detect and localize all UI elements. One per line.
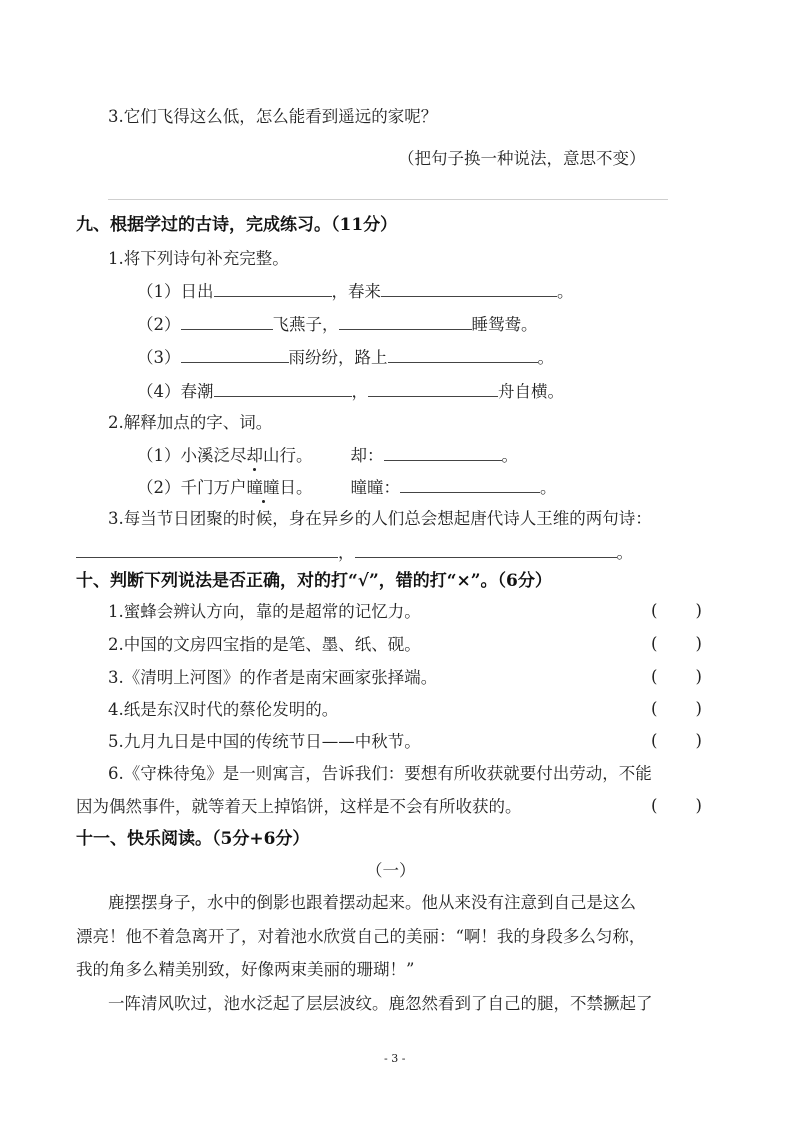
explain-line-1: （1）小溪泛尽却山行。 却： 。 (137, 446, 518, 465)
answer-paren[interactable]: ( ) (651, 601, 702, 620)
answer-paren[interactable]: ( ) (651, 796, 702, 815)
reading-paragraph-line: 鹿摆摆身子，水中的倒影也跟着摆动起来。他从来没有注意到自己是这么 (108, 893, 636, 912)
judge-item: 3.《清明上河图》的作者是南宋画家张择端。 (108, 668, 438, 687)
question-instruction: （把句子换一种说法，意思不变） (398, 149, 646, 168)
fill-blank[interactable] (368, 380, 498, 397)
answer-paren[interactable]: ( ) (651, 634, 702, 653)
poem-answer-line: ， 。 (76, 541, 633, 564)
judge-item: 4.纸是东汉时代的蔡伦发明的。 (108, 700, 339, 719)
reading-paragraph-line: 一阵清风吹过，池水泛起了层层波纹。鹿忽然看到了自己的腿，不禁撅起了 (108, 994, 653, 1013)
question-text: 3.它们飞得这么低，怎么能看到遥远的家呢？ (108, 107, 438, 126)
answer-line[interactable] (108, 199, 668, 200)
section-heading: 九、根据学过的古诗，完成练习。（11分） (76, 215, 398, 235)
fill-blank[interactable] (214, 280, 332, 297)
judge-item-cont: 因为偶然事件，就等着天上掉馅饼，这样是不会有所收获的。 (76, 797, 522, 816)
fill-blank[interactable] (181, 313, 273, 330)
answer-paren[interactable]: ( ) (651, 667, 702, 686)
page-number: - 3 - (384, 1052, 406, 1065)
question-text: 3.每当节日团聚的时候，身在异乡的人们总会想起唐代诗人王维的两句诗： (108, 509, 652, 528)
explain-line-2: （2）千门万户曈曈日。 曈曈： 。 (137, 478, 557, 497)
fill-blank[interactable] (76, 541, 338, 558)
judge-item: 5.九月九日是中国的传统节日——中秋节。 (108, 732, 421, 751)
reading-part-label: （一） (366, 861, 416, 880)
poem-line-3: （3） 雨纷纷，路上 。 (137, 348, 554, 367)
question-text: 2.解释加点的字、词。 (108, 413, 273, 432)
poem-line-1: （1）日出 ，春来 。 (137, 282, 574, 301)
judge-item: 1.蜜蜂会辨认方向，靠的是超常的记忆力。 (108, 602, 421, 621)
fill-blank[interactable] (355, 541, 617, 558)
fill-blank[interactable] (381, 280, 557, 297)
fill-blank[interactable] (339, 313, 472, 330)
answer-paren[interactable]: ( ) (651, 731, 702, 750)
fill-blank[interactable] (214, 380, 352, 397)
answer-paren[interactable]: ( ) (651, 699, 702, 718)
fill-blank[interactable] (400, 476, 540, 493)
fill-blank[interactable] (388, 346, 538, 363)
question-text: 1.将下列诗句补充完整。 (108, 249, 289, 268)
section-heading: 十一、快乐阅读。（5分+6分） (76, 829, 310, 849)
reading-paragraph-line: 我的角多么精美别致，好像两束美丽的珊瑚！” (76, 960, 415, 979)
poem-line-4: （4）春潮 ， 舟自横。 (137, 382, 564, 401)
section-heading: 十、判断下列说法是否正确，对的打“√”，错的打“×”。（6分） (76, 571, 552, 591)
fill-blank[interactable] (181, 346, 289, 363)
judge-item: 6.《守株待兔》是一则寓言，告诉我们：要想有所收获就要付出劳动，不能 (108, 764, 652, 783)
fill-blank[interactable] (384, 444, 502, 461)
reading-paragraph-line: 漂亮！他不着急离开了，对着池水欣赏自己的美丽：“啊！我的身段多么匀称， (76, 927, 646, 946)
poem-line-2: （2） 飞燕子， 睡鸳鸯。 (137, 315, 538, 334)
judge-item: 2.中国的文房四宝指的是笔、墨、纸、砚。 (108, 635, 421, 654)
